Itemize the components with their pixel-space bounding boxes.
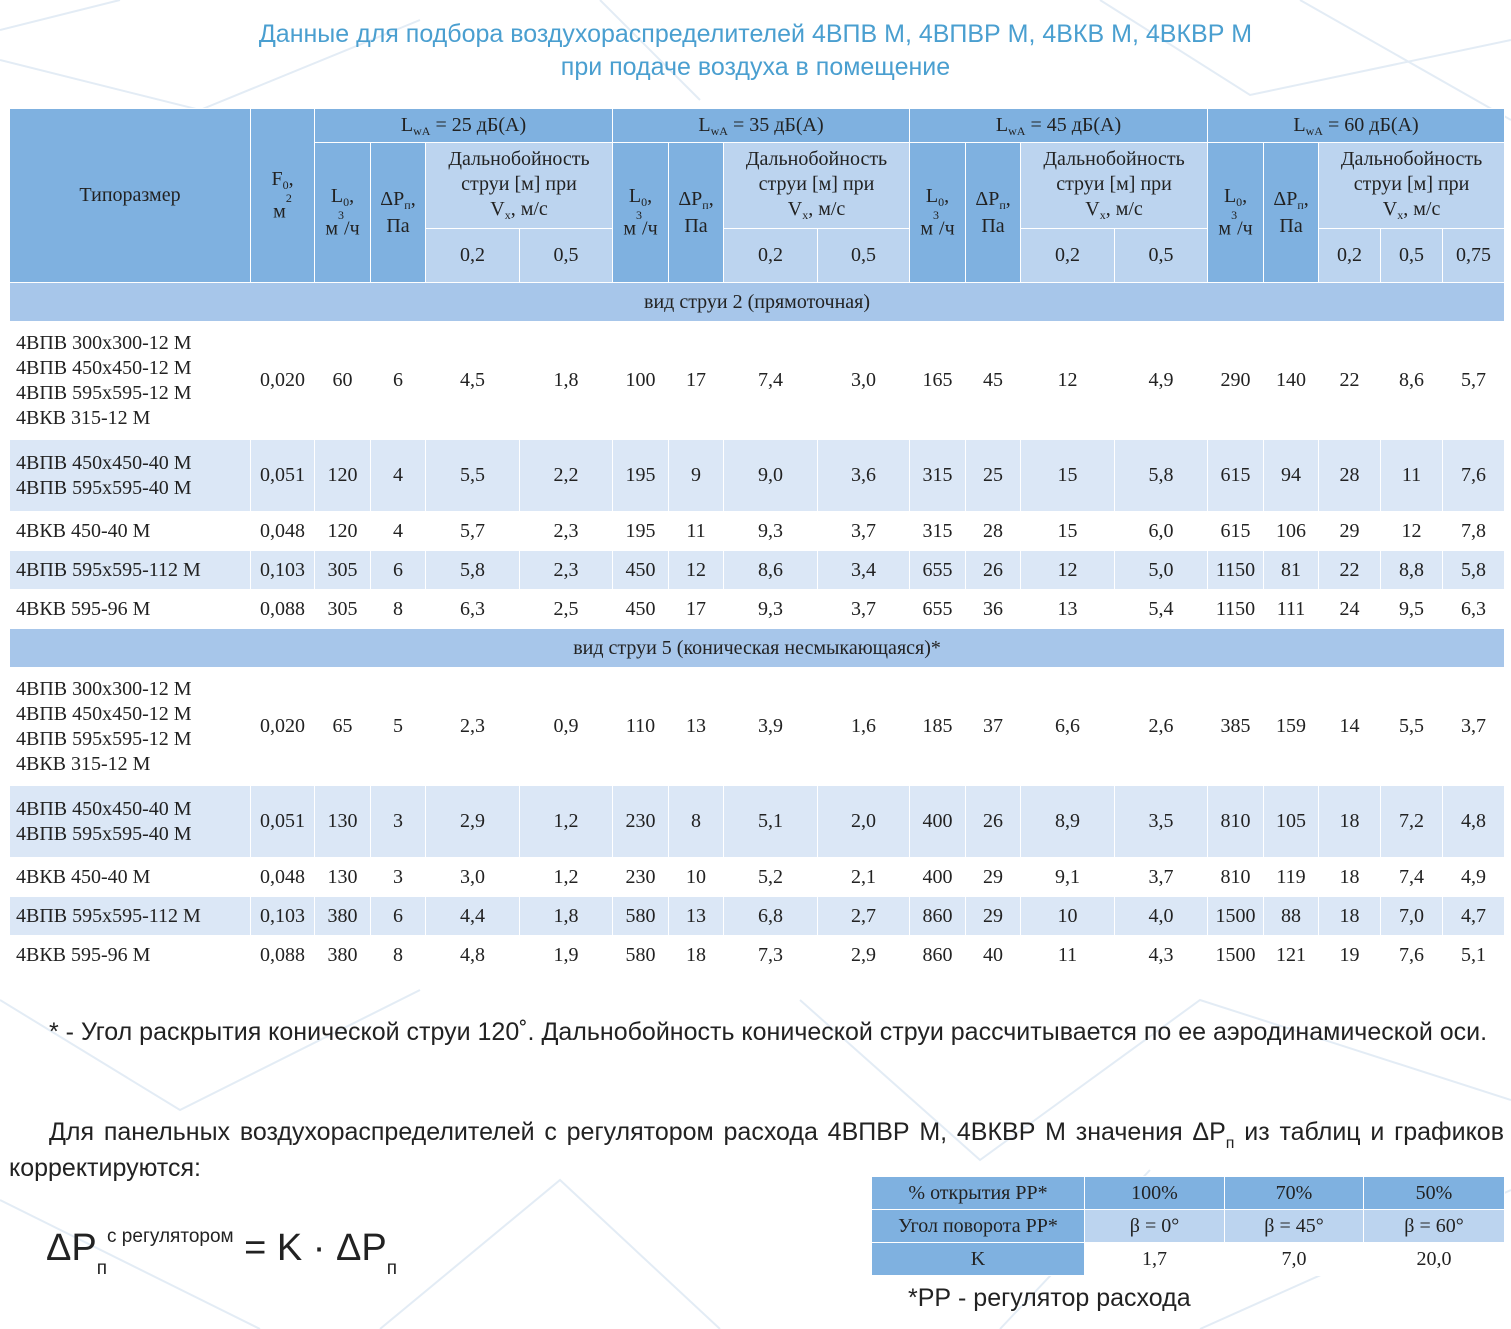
table-cell: 5,0 (1115, 551, 1208, 590)
k-table-cell: 70% (1225, 1177, 1364, 1210)
table-cell: 305 (315, 551, 371, 590)
table-cell: 0,048 (251, 512, 315, 551)
table-cell: 1,2 (520, 786, 613, 858)
table-cell: 3,0 (818, 322, 910, 440)
table-cell: 860 (910, 936, 966, 975)
table-cell: 2,6 (1115, 668, 1208, 786)
header-speed: 0,2 (1021, 229, 1115, 283)
typesize-line: 4ВКВ 595-96 М (16, 943, 151, 966)
table-cell: 2,3 (426, 668, 520, 786)
header-speed: 0,5 (520, 229, 613, 283)
table-cell: 9,3 (724, 512, 818, 551)
header-l0: $L_0$, $м^3/ч$ (910, 143, 966, 283)
table-cell: 810 (1208, 786, 1264, 858)
table-cell: 3,7 (1115, 858, 1208, 897)
table-cell: 12 (1381, 512, 1443, 551)
header-range: Дальнобойность струи [м] при $V_x$, м/с (426, 143, 613, 229)
table-cell: 1150 (1208, 551, 1264, 590)
k-table-label: % открытия РР* (872, 1177, 1085, 1210)
k-table-cell: β = 60° (1364, 1210, 1505, 1243)
table-cell: 5,8 (1115, 440, 1208, 512)
k-table-cell: β = 45° (1225, 1210, 1364, 1243)
typesize-line: 4ВПВ 595x595-12 М (16, 727, 192, 750)
typesize-line: 4ВПВ 595x595-112 М (16, 558, 201, 581)
table-cell: 18 (1319, 786, 1381, 858)
typesize-line: 4ВКВ 450-40 М (16, 865, 151, 888)
table-cell: 315 (910, 512, 966, 551)
typesize-line: 4ВПВ 450x450-12 М (16, 702, 192, 725)
table-cell: 111 (1264, 590, 1319, 629)
table-cell: 380 (315, 897, 371, 936)
table-cell: 12 (1021, 322, 1115, 440)
table-row (10, 936, 1505, 975)
table-cell: 36 (966, 590, 1021, 629)
table-cell: 7,4 (724, 322, 818, 440)
table-cell: 185 (910, 668, 966, 786)
table-cell: 12 (1021, 551, 1115, 590)
table-cell: 810 (1208, 858, 1264, 897)
typesize-line: 4ВПВ 450x450-40 М (16, 797, 192, 820)
table-cell: 6,3 (426, 590, 520, 629)
table-cell: 13 (1021, 590, 1115, 629)
table-cell: 4,9 (1443, 858, 1505, 897)
table-cell: 4,7 (1443, 897, 1505, 936)
header-group-60: $L_{wA} = 60$ дБ(А) (1208, 109, 1505, 143)
table-row (10, 512, 1505, 551)
table-cell: 6 (371, 322, 426, 440)
table-cell: 45 (966, 322, 1021, 440)
table-cell: 2,9 (818, 936, 910, 975)
table-cell: 119 (1264, 858, 1319, 897)
table-cell: 37 (966, 668, 1021, 786)
table-cell: 28 (1319, 440, 1381, 512)
table-cell: 2,9 (426, 786, 520, 858)
section-header-conical: вид струи 5 (коническая несмыкающаяся)* (10, 629, 1505, 668)
table-cell: 18 (1319, 858, 1381, 897)
table-cell: 6,3 (1443, 590, 1505, 629)
table-cell: 9,3 (724, 590, 818, 629)
header-speed: 0,2 (724, 229, 818, 283)
typesize-line: 4ВКВ 595-96 М (16, 597, 151, 620)
table-cell: 4,9 (1115, 322, 1208, 440)
table-cell: 94 (1264, 440, 1319, 512)
table-cell: 7,4 (1381, 858, 1443, 897)
table-cell: 400 (910, 786, 966, 858)
table-cell: 22 (1319, 322, 1381, 440)
table-cell: 12 (669, 551, 724, 590)
table-cell: 5 (371, 668, 426, 786)
row-typesize (10, 668, 251, 786)
k-table-row (872, 1177, 1505, 1210)
table-cell: 1,2 (520, 858, 613, 897)
table-cell: 615 (1208, 440, 1264, 512)
typesize-line: 4ВКВ 315-12 М (16, 752, 151, 775)
table-cell: 9,5 (1381, 590, 1443, 629)
k-table-label: Угол поворота РР* (872, 1210, 1085, 1243)
table-cell: 5,5 (426, 440, 520, 512)
typesize-line: 4ВПВ 300x300-12 М (16, 677, 192, 700)
table-cell: 380 (315, 936, 371, 975)
table-cell: 7,6 (1381, 936, 1443, 975)
section-header-straight: вид струи 2 (прямоточная) (10, 283, 1505, 322)
table-cell: 2,3 (520, 512, 613, 551)
table-cell: 5,5 (1381, 668, 1443, 786)
table-cell: 5,8 (1443, 551, 1505, 590)
table-cell: 6,0 (1115, 512, 1208, 551)
table-row (10, 322, 1505, 440)
header-dp: $\Delta P_п$, Па (966, 143, 1021, 283)
table-cell: 3,5 (1115, 786, 1208, 858)
table-cell: 7,6 (1443, 440, 1505, 512)
title-line-1: Данные для подбора воздухораспределителей 4ВПВ М, 4ВПВР М, 4ВКВ М, 4ВКВР М (258, 20, 1253, 48)
table-cell: 8 (371, 590, 426, 629)
k-table-label: K (872, 1243, 1085, 1276)
table-cell: 165 (910, 322, 966, 440)
table-cell: 1150 (1208, 590, 1264, 629)
k-table-cell: 7,0 (1225, 1243, 1364, 1276)
table-cell: 13 (669, 668, 724, 786)
table-cell: 3,6 (818, 440, 910, 512)
header-group-45: $L_{wA} = 45$ дБ(А) (910, 109, 1208, 143)
header-typesize: Типоразмер (10, 109, 251, 283)
typesize-line: 4ВПВ 595x595-112 М (16, 904, 201, 927)
table-cell: 11 (669, 512, 724, 551)
table-cell: 105 (1264, 786, 1319, 858)
page-title (0, 18, 1511, 84)
table-cell: 11 (1381, 440, 1443, 512)
header-speed: 0,5 (1115, 229, 1208, 283)
table-cell: 5,2 (724, 858, 818, 897)
table-cell: 385 (1208, 668, 1264, 786)
table-cell: 25 (966, 440, 1021, 512)
table-cell: 14 (1319, 668, 1381, 786)
table-cell: 7,3 (724, 936, 818, 975)
table-row (10, 897, 1505, 936)
table-cell: 140 (1264, 322, 1319, 440)
footnote: * - Угол раскрытия конической струи 120˚. Дальнобойность конической струи рассчитывается по ее аэродинамической оси. (49, 1018, 1488, 1046)
table-cell: 8,6 (724, 551, 818, 590)
k-table-row (872, 1210, 1505, 1243)
header-f0: $F_0$, $м^2$ (251, 109, 315, 283)
table-cell: 4,8 (1443, 786, 1505, 858)
table-cell: 195 (613, 440, 669, 512)
table-cell: 8,9 (1021, 786, 1115, 858)
table-cell: 88 (1264, 897, 1319, 936)
table-row (10, 858, 1505, 897)
table-cell: 3,7 (1443, 668, 1505, 786)
table-cell: 0,020 (251, 668, 315, 786)
table-cell: 5,7 (1443, 322, 1505, 440)
table-cell: 6,8 (724, 897, 818, 936)
table-cell: 26 (966, 551, 1021, 590)
header-speed: 0,2 (426, 229, 520, 283)
table-cell: 450 (613, 551, 669, 590)
table-cell: 6 (371, 551, 426, 590)
header-range: Дальнобойность струи [м] при $V_x$, м/с (1319, 143, 1505, 229)
table-cell: 18 (669, 936, 724, 975)
table-cell: 130 (315, 858, 371, 897)
title-line-2: при подаче воздуха в помещение (560, 53, 951, 81)
table-cell: 8 (669, 786, 724, 858)
header-range: Дальнобойность струи [м] при $V_x$, м/с (724, 143, 910, 229)
table-cell: 4,8 (426, 936, 520, 975)
header-l0: $L_0$, $м^3/ч$ (613, 143, 669, 283)
table-cell: 3 (371, 786, 426, 858)
table-cell: 29 (966, 897, 1021, 936)
table-cell: 5,1 (724, 786, 818, 858)
rr-note: *РР - регулятор расхода (908, 1284, 1191, 1312)
table-cell: 24 (1319, 590, 1381, 629)
table-cell: 0,9 (520, 668, 613, 786)
k-table-cell: β = 0° (1085, 1210, 1225, 1243)
row-typesize (10, 858, 251, 897)
table-cell: 230 (613, 786, 669, 858)
table-cell: 1,6 (818, 668, 910, 786)
table-cell: 4 (371, 512, 426, 551)
table-cell: 121 (1264, 936, 1319, 975)
header-dp: $\Delta P_п$, Па (669, 143, 724, 283)
typesize-line: 4ВПВ 450x450-40 М (16, 451, 192, 474)
table-cell: 8 (371, 936, 426, 975)
table-cell: 315 (910, 440, 966, 512)
k-table-cell: 1,7 (1085, 1243, 1225, 1276)
table-cell: 7,0 (1381, 897, 1443, 936)
k-table-cell: 20,0 (1364, 1243, 1505, 1276)
table-row (10, 551, 1505, 590)
table-cell: 29 (1319, 512, 1381, 551)
k-table-row (872, 1243, 1505, 1276)
table-cell: 0,048 (251, 858, 315, 897)
table-cell: 3,4 (818, 551, 910, 590)
table-cell: 400 (910, 858, 966, 897)
formula: $\Delta P_п^{с регулятором} = K \cdot \Delta P_п$ (46, 1226, 398, 1279)
table-cell: 1,8 (520, 322, 613, 440)
table-cell: 3,9 (724, 668, 818, 786)
table-cell: 15 (1021, 440, 1115, 512)
row-typesize (10, 512, 251, 551)
table-cell: 26 (966, 786, 1021, 858)
table-cell: 5,7 (426, 512, 520, 551)
header-speed: 0,5 (818, 229, 910, 283)
table-cell: 100 (613, 322, 669, 440)
table-cell: 17 (669, 322, 724, 440)
table-cell: 11 (1021, 936, 1115, 975)
table-cell: 9,1 (1021, 858, 1115, 897)
table-cell: 655 (910, 590, 966, 629)
header-speed: 0,75 (1443, 229, 1505, 283)
row-typesize (10, 322, 251, 440)
table-cell: 2,5 (520, 590, 613, 629)
typesize-line: 4ВПВ 595x595-12 М (16, 381, 192, 404)
table-cell: 2,3 (520, 551, 613, 590)
table-cell: 580 (613, 936, 669, 975)
table-cell: 2,2 (520, 440, 613, 512)
table-cell: 2,0 (818, 786, 910, 858)
table-cell: 7,8 (1443, 512, 1505, 551)
table-cell: 9 (669, 440, 724, 512)
table-cell: 230 (613, 858, 669, 897)
table-cell: 655 (910, 551, 966, 590)
header-group-35: $L_{wA} = 35$ дБ(А) (613, 109, 910, 143)
typesize-line: 4ВПВ 450x450-12 М (16, 356, 192, 379)
table-cell: 17 (669, 590, 724, 629)
header-l0: $L_0$, $м^3/ч$ (1208, 143, 1264, 283)
row-typesize (10, 897, 251, 936)
typesize-line: 4ВПВ 595x595-40 М (16, 476, 192, 499)
header-l0: $L_0$, $м^3/ч$ (315, 143, 371, 283)
table-cell: 4,3 (1115, 936, 1208, 975)
table-cell: 19 (1319, 936, 1381, 975)
table-cell: 10 (669, 858, 724, 897)
table-cell: 580 (613, 897, 669, 936)
table-cell: 10 (1021, 897, 1115, 936)
typesize-line: 4ВКВ 450-40 М (16, 519, 151, 542)
regulator-paragraph: Для панельных воздухораспределителей с регулятором расхода 4ВПВР М, 4ВКВР М значения $\Delta P_п$ из таблиц и графиков корректируются: (9, 1118, 1504, 1182)
table-cell: 29 (966, 858, 1021, 897)
table-cell: 8,8 (1381, 551, 1443, 590)
table-cell: 106 (1264, 512, 1319, 551)
table-cell: 0,088 (251, 936, 315, 975)
table-cell: 13 (669, 897, 724, 936)
table-cell: 1500 (1208, 897, 1264, 936)
row-typesize (10, 440, 251, 512)
header-dp: $\Delta P_п$, Па (371, 143, 426, 283)
table-cell: 120 (315, 512, 371, 551)
table-cell: 40 (966, 936, 1021, 975)
table-cell: 450 (613, 590, 669, 629)
table-cell: 3 (371, 858, 426, 897)
table-cell: 305 (315, 590, 371, 629)
table-cell: 22 (1319, 551, 1381, 590)
table-cell: 120 (315, 440, 371, 512)
table-cell: 6,6 (1021, 668, 1115, 786)
table-cell: 4,4 (426, 897, 520, 936)
table-row (10, 440, 1505, 512)
table-cell: 4,0 (1115, 897, 1208, 936)
table-cell: 290 (1208, 322, 1264, 440)
table-cell: 0,051 (251, 786, 315, 858)
table-cell: 195 (613, 512, 669, 551)
table-cell: 615 (1208, 512, 1264, 551)
typesize-line: 4ВКВ 315-12 М (16, 406, 151, 429)
table-cell: 110 (613, 668, 669, 786)
table-cell: 3,7 (818, 590, 910, 629)
table-row (10, 668, 1505, 786)
table-cell: 7,2 (1381, 786, 1443, 858)
table-cell: 5,1 (1443, 936, 1505, 975)
row-typesize (10, 786, 251, 858)
table-cell: 28 (966, 512, 1021, 551)
k-table-cell: 100% (1085, 1177, 1225, 1210)
selection-table (9, 108, 1505, 975)
header-speed: 0,2 (1319, 229, 1381, 283)
table-cell: 1500 (1208, 936, 1264, 975)
header-dp: $\Delta P_п$, Па (1264, 143, 1319, 283)
table-cell: 0,103 (251, 551, 315, 590)
k-table-cell: 50% (1364, 1177, 1505, 1210)
table-cell: 0,051 (251, 440, 315, 512)
table-cell: 5,8 (426, 551, 520, 590)
table-cell: 9,0 (724, 440, 818, 512)
table-cell: 860 (910, 897, 966, 936)
table-cell: 15 (1021, 512, 1115, 551)
header-group-25: $L_{wA} = 25$ дБ(А) (315, 109, 613, 143)
table-cell: 130 (315, 786, 371, 858)
table-cell: 5,4 (1115, 590, 1208, 629)
typesize-line: 4ВПВ 300x300-12 М (16, 331, 192, 354)
row-typesize (10, 936, 251, 975)
row-typesize (10, 590, 251, 629)
table-cell: 1,9 (520, 936, 613, 975)
table-cell: 81 (1264, 551, 1319, 590)
table-cell: 60 (315, 322, 371, 440)
header-speed: 0,5 (1381, 229, 1443, 283)
row-typesize (10, 551, 251, 590)
table-cell: 3,0 (426, 858, 520, 897)
table-cell: 6 (371, 897, 426, 936)
table-cell: 159 (1264, 668, 1319, 786)
table-cell: 8,6 (1381, 322, 1443, 440)
table-cell: 18 (1319, 897, 1381, 936)
typesize-line: 4ВПВ 595x595-40 М (16, 822, 192, 845)
table-cell: 0,088 (251, 590, 315, 629)
table-cell: 3,7 (818, 512, 910, 551)
header-range: Дальнобойность струи [м] при $V_x$, м/с (1021, 143, 1208, 229)
table-row (10, 590, 1505, 629)
k-table (871, 1176, 1505, 1276)
table-cell: 0,103 (251, 897, 315, 936)
table-cell: 65 (315, 668, 371, 786)
table-cell: 0,020 (251, 322, 315, 440)
table-cell: 4 (371, 440, 426, 512)
table-row (10, 786, 1505, 858)
table-cell: 2,1 (818, 858, 910, 897)
table-cell: 2,7 (818, 897, 910, 936)
table-cell: 4,5 (426, 322, 520, 440)
table-cell: 1,8 (520, 897, 613, 936)
